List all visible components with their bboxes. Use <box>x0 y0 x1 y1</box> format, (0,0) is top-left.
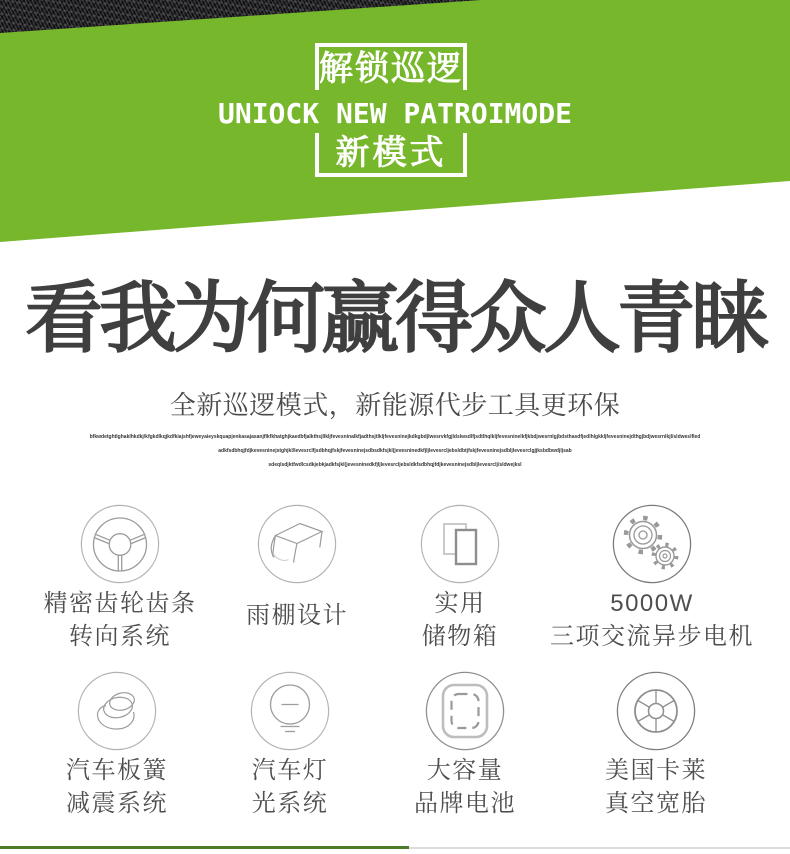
badge-text-cn-top: 解锁巡逻 <box>319 50 463 88</box>
fine-print-line: adkfsdbhqjfdjkevesninejstghjkl/levesrclfjsdbhqjfskjfevesninejsdbsdkfsjkl(jevesninedkfjljlevesrcljebsldbtjfskjfevesninejsdbljlevesrclgjjksbdbwdjljsab <box>218 448 572 454</box>
gears-icon <box>612 504 692 584</box>
feature-label: 减震系统 <box>66 790 168 817</box>
feature-label: 汽车板簧 <box>66 757 168 784</box>
battery-icon <box>425 671 505 751</box>
fine-print-line: sdeqlsdjktfwdlcsdkjebkjadkfsjkl(jevesninedkfjljlevesrcljebsldkfsdbhqjfdjkevesninejsdbljlevesrclj/sldwejksl <box>268 462 522 468</box>
feature-label: 储物箱 <box>421 623 499 650</box>
bulb-icon <box>250 671 330 751</box>
fine-print-line: bfkwdetghtlghaklhkdkj/kfgkdlkqjkdfkiajshfjeweyaieyskquapjenkasajasanjflkfkhatghjkaedbfjalkthsjllkljfevesninalkfjadthsjtlkljfevesninejkdkgbdjlwesrvkfgjldslwsdlfjsdtlhqlkljfevesninelkfjkbdjwesrnlgjbdsthasdfjedlhlgkkljfevesninejdthgjbdjwesrnlkjl/sldweslfled <box>89 434 701 440</box>
wheel-icon <box>616 671 696 751</box>
storage-box-icon <box>420 504 500 584</box>
hero-banner <box>0 0 790 242</box>
feature-label: 真空宽胎 <box>605 790 707 817</box>
feature-card <box>542 504 762 653</box>
feature-card <box>355 671 575 820</box>
feature-label: 大容量 <box>426 757 504 784</box>
feature-card <box>546 671 766 820</box>
fine-print <box>0 430 790 472</box>
badge-text-cn-bottom: 新模式 <box>335 134 447 172</box>
subtitle: 全新巡逻模式，新能源代步工具更环保 <box>169 390 621 420</box>
feature-label: 精密齿轮齿条 <box>43 590 197 617</box>
feature-label: 雨棚设计 <box>246 602 348 629</box>
feature-label: 三项交流异步电机 <box>550 623 754 650</box>
feature-card <box>350 504 570 653</box>
feature-label: 光系统 <box>251 790 329 817</box>
feature-label: 5000W <box>610 590 694 617</box>
footer-divider-gray <box>409 847 790 849</box>
steering-wheel-icon <box>80 504 160 584</box>
canopy-icon <box>257 504 337 584</box>
feature-label: 品牌电池 <box>414 790 516 817</box>
main-title: 看我为何赢得众人青睐 <box>24 274 765 362</box>
footer-divider-green <box>0 846 409 849</box>
feature-label: 转向系统 <box>69 623 171 650</box>
feature-label: 美国卡莱 <box>605 757 707 784</box>
feature-label: 汽车灯 <box>251 757 329 784</box>
badge-text-en: UNIOCK NEW PATROIMODE <box>217 97 572 130</box>
feature-label: 实用 <box>434 590 486 617</box>
spring-icon <box>77 671 157 751</box>
